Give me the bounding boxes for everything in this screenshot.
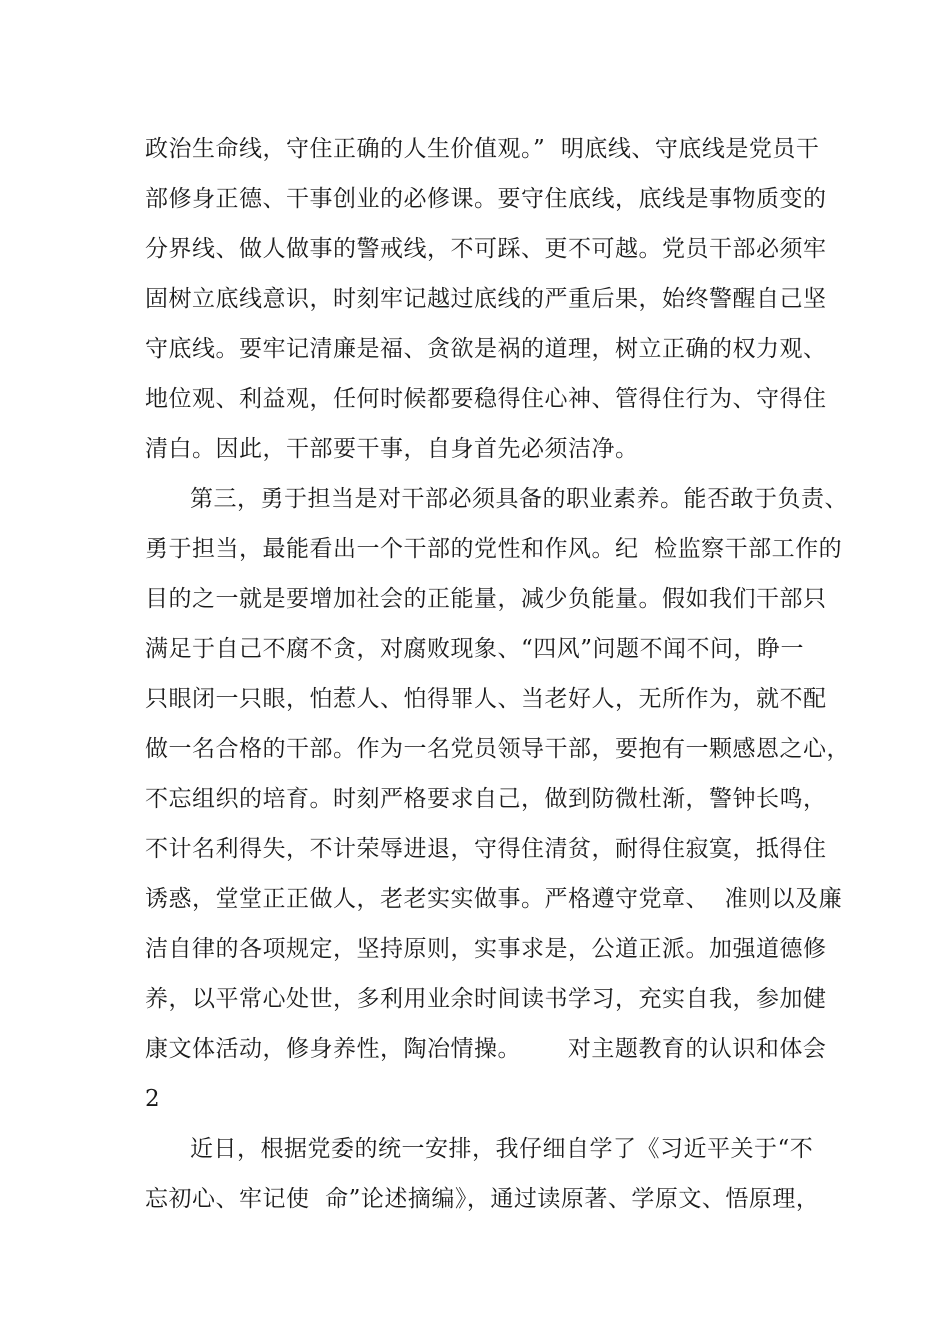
text-line: 忘初心、牢记使 命”论述摘编》，通过读原著、学原文、悟原理， <box>145 1186 820 1212</box>
text-line: 勇于担当，最能看出一个干部的党性和作风。纪 检监察干部工作的 <box>145 536 843 562</box>
paragraph-start-line: 第三，勇于担当是对干部必须具备的职业素养。能否敢于负责、 <box>190 486 848 512</box>
text-line: 只眼闭一只眼，怕惹人、怕得罪人、当老好人，无所作为，就不配 <box>145 686 827 712</box>
text-line: 部修身正德、干事创业的必修课。要守住底线，底线是事物质变的 <box>145 186 827 212</box>
text-line: 地位观、利益观，任何时候都要稳得住心神、管得住行为、守得住 <box>145 386 827 412</box>
text-line: 分界线、做人做事的警戒线，不可踩、更不可越。党员干部必须牢 <box>145 236 827 262</box>
text-line: 做一名合格的干部。作为一名党员领导干部，要抱有一颗感恩之心， <box>145 736 850 762</box>
text-line: 不忘组织的培育。时刻严格要求自己，做到防微杜渐，警钟长鸣， <box>145 786 827 812</box>
text-line: 守底线。要牢记清廉是福、贪欲是祸的道理，树立正确的权力观、 <box>145 336 827 362</box>
text-line: 满足于自己不腐不贪，对腐败现象、“四风”问题不闻不问，睁一 <box>145 636 805 662</box>
paragraph-start-line: 近日，根据党委的统一安排，我仔细自学了《习近平关于“不 <box>190 1136 814 1162</box>
text-line: 康文体活动，修身养性，陶冶情操。 对主题教育的认识和体会 <box>145 1036 827 1062</box>
text-line: 清白。因此，干部要干事，自身首先必须洁净。 <box>145 436 639 462</box>
text-line: 诱惑，堂堂正正做人，老老实实做事。严格遵守党章、 准则以及廉 <box>145 886 843 912</box>
text-line: 不计名利得失，不计荣辱进退，守得住清贫，耐得住寂寞，抵得住 <box>145 836 827 862</box>
text-line: 目的之一就是要增加社会的正能量，减少负能量。假如我们干部只 <box>145 586 827 612</box>
text-line: 洁自律的各项规定，坚持原则，实事求是，公道正派。加强道德修 <box>145 936 827 962</box>
text-line: 2 <box>145 1086 161 1112</box>
text-line: 政治生命线，守住正确的人生价值观。” 明底线、守底线是党员干 <box>145 136 820 162</box>
text-line: 固树立底线意识，时刻牢记越过底线的严重后果，始终警醒自己坚 <box>145 286 827 312</box>
text-line: 养，以平常心处世，多利用业余时间读书学习，充实自我，参加健 <box>145 986 827 1012</box>
